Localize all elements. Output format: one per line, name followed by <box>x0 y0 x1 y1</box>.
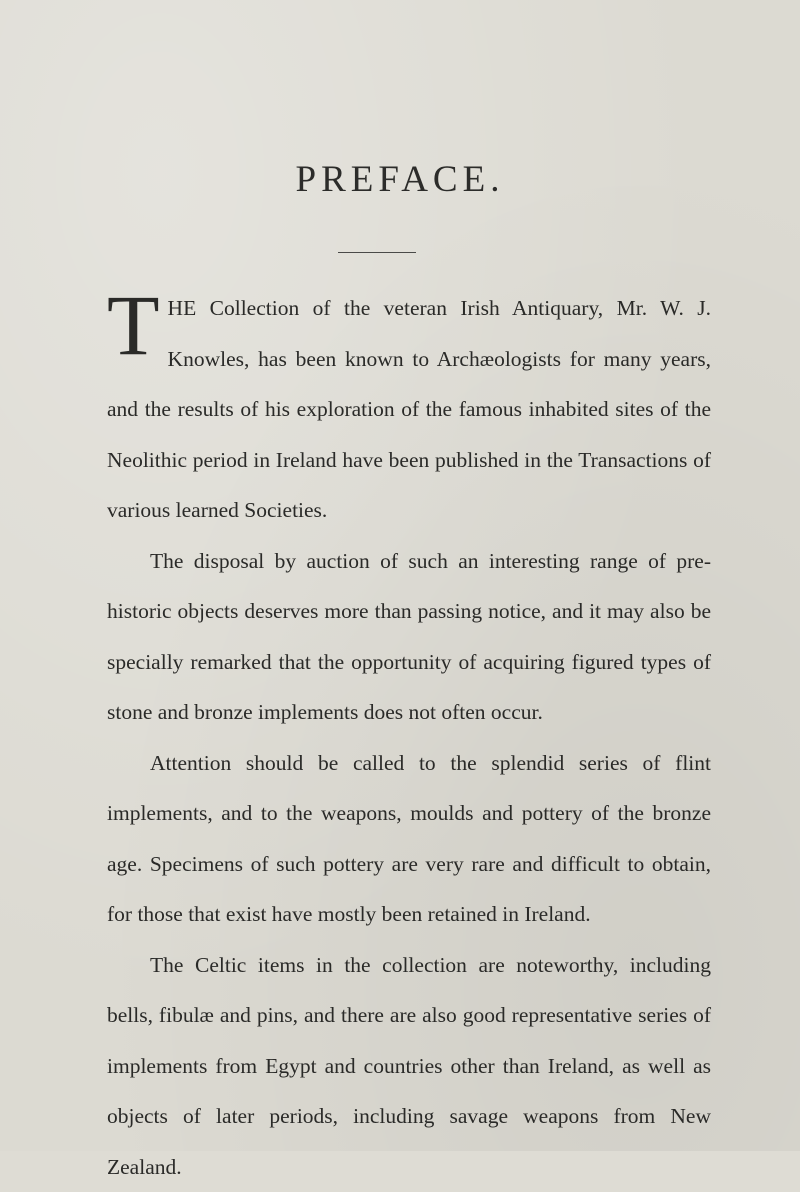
paragraph-2: The disposal by auction of such an interesting range of pre-historic objects deserves more than passing notice, and it may also be specially remarked that the opportunity of acquiring figured types of stone and bronze implements does not often occur. <box>107 536 711 738</box>
paragraph-4: The Celtic items in the collection are noteworthy, including bells, fibulæ and pins, and there are also good representative series of implements from Egypt and countries other than Ireland, as well as objects of later periods, including savage weapons from New Zealand. <box>107 940 711 1192</box>
page-title: PREFACE. <box>0 158 800 201</box>
paragraph-1-text: HE Collection of the veteran Irish Antiquary, Mr. W. J. Knowles, has been known to Archæologists for many years, and the results of his exploration of the famous inhabited sites of the Neolithic period in Ireland have been published in the Transactions of various learned Societies. <box>107 296 711 522</box>
paragraph-3: Attention should be called to the splendid series of flint implements, and to the weapons, moulds and pottery of the bronze age. Specimens of such pottery are very rare and difficult to obtain, for those that exist have mostly been retained in Ireland. <box>107 738 711 940</box>
drop-cap: T <box>107 287 160 363</box>
title-rule <box>338 252 416 253</box>
body-text <box>107 283 711 1192</box>
paragraph-1 <box>107 283 711 536</box>
